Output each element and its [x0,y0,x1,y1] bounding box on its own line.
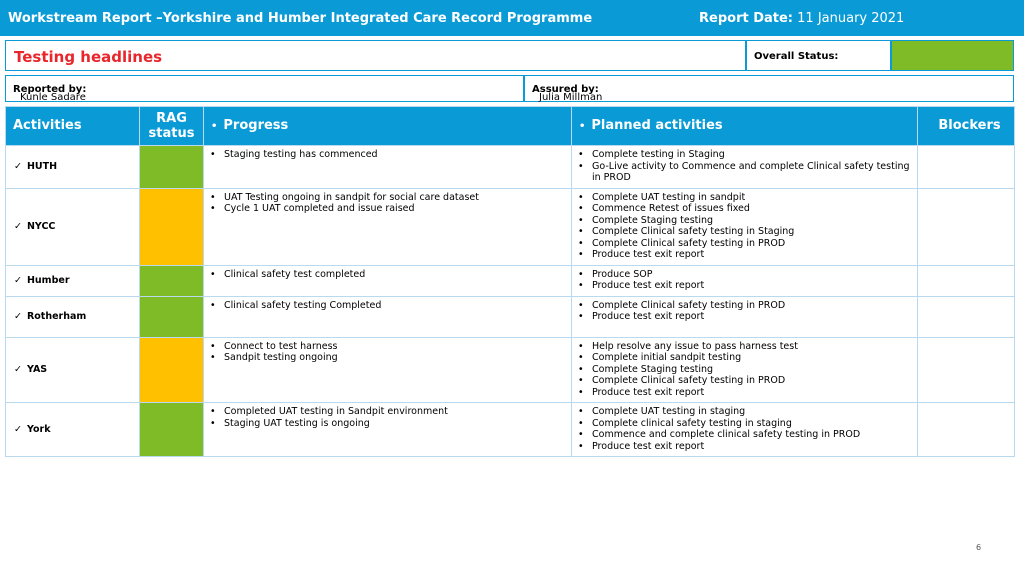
site-cell [6,146,140,189]
blockers-cell [918,403,1015,457]
planned-list [572,403,917,456]
list-item: • Help resolve any issue to pass harness test [578,341,913,353]
progress-cell [204,265,572,296]
table-row [6,188,1015,265]
page-number: 6 [976,543,982,552]
list-item: • Complete clinical safety testing in staging [578,418,913,430]
planned-cell [572,296,918,337]
col-header-activities: Activities [6,107,140,146]
reported-by-box [5,75,524,102]
list-item: • Produce SOP [578,269,913,281]
list-item: • Complete Clinical safety testing in Staging [578,226,913,238]
list-item: • Completed UAT testing in Sandpit environment [210,406,567,418]
bullet-icon: • [579,120,586,132]
list-item: • Cycle 1 UAT completed and issue raised [210,203,567,215]
site-cell [6,188,140,265]
table-row [6,403,1015,457]
assured-by-value: Julia Millman [539,92,603,103]
report-date-value: 11 January 2021 [797,11,905,26]
table-row [6,337,1015,403]
list-item: • Connect to test harness [210,341,567,353]
overall-status-box [746,40,891,71]
testing-table [5,106,1015,457]
headline-box [5,40,746,71]
report-date-label: Report Date: [699,11,794,26]
blockers-cell [918,188,1015,265]
list-item: • Produce test exit report [578,249,913,261]
list-item: • Produce test exit report [578,311,913,323]
list-item: • Complete UAT testing in staging [578,406,913,418]
blockers-cell [918,337,1015,403]
blockers-cell [918,296,1015,337]
check-icon: ✓ [14,364,22,375]
headline-title: Testing headlines [14,48,163,66]
list-item: • Complete Clinical safety testing in PROD [578,238,913,250]
check-icon: ✓ [14,310,22,322]
blockers-cell [918,146,1015,189]
list-item: • Complete Staging testing [578,215,913,227]
list-item: • Produce test exit report [578,387,913,399]
planned-cell [572,403,918,457]
planned-cell [572,188,918,265]
list-item: • UAT Testing ongoing in sandpit for social care dataset [210,192,567,204]
col-header-progress: • Progress [204,107,572,146]
rag-status-cell [140,146,204,189]
check-icon: ✓ [14,161,22,172]
list-item: • Sandpit testing ongoing [210,352,567,364]
progress-cell [204,403,572,457]
site-name: Humber [26,274,70,286]
list-item: • Clinical safety testing Completed [210,300,567,312]
list-item: • Produce test exit report [578,441,913,453]
site-name: YAS [26,364,48,375]
list-item: • Produce test exit report [578,280,913,292]
site-cell [6,337,140,403]
progress-cell [204,188,572,265]
site-name: York [26,423,51,435]
reported-by-value: Kunle Sadare [20,92,86,103]
list-item: • Go-Live activity to Commence and complete Clinical safety testing in PROD [578,161,913,184]
site-name: HUTH [26,161,58,172]
bullet-icon: • [211,120,218,132]
progress-list [204,297,571,316]
planned-cell [572,265,918,296]
list-item: • Staging UAT testing is ongoing [210,418,567,430]
list-item: • Commence and complete clinical safety testing in PROD [578,429,913,441]
rag-status-cell [140,265,204,296]
progress-cell [204,337,572,403]
planned-cell [572,337,918,403]
planned-list [572,266,917,296]
check-icon: ✓ [14,220,22,232]
report-date [699,11,904,26]
site-name: NYCC [26,220,56,232]
col-header-planned: • Planned activities [572,107,918,146]
list-item: • Complete initial sandpit testing [578,352,913,364]
report-title: Workstream Report –Yorkshire and Humber Integrated Care Record Programme [8,11,593,26]
progress-cell [204,296,572,337]
check-icon: ✓ [14,423,22,435]
list-item: • Complete Clinical safety testing in PROD [578,375,913,387]
list-item: • Staging testing has commenced [210,149,567,161]
progress-cell [204,146,572,189]
list-item: • Clinical safety test completed [210,269,567,281]
site-cell [6,265,140,296]
rag-status-cell [140,296,204,337]
planned-cell [572,146,918,189]
planned-list [572,297,917,327]
planned-list [572,338,917,403]
table-row [6,265,1015,296]
site-cell [6,296,140,337]
progress-list [204,403,571,433]
reported-by-label: Reported by: [13,84,87,95]
site-cell [6,403,140,457]
list-item: • Complete Clinical safety testing in PROD [578,300,913,312]
planned-list [572,189,917,265]
overall-status-indicator [891,40,1014,71]
assured-by-label: Assured by: [532,84,599,95]
list-item: • Complete UAT testing in sandpit [578,192,913,204]
list-item: • Commence Retest of issues fixed [578,203,913,215]
site-name: Rotherham [26,310,87,322]
assured-by-box [524,75,1014,102]
rag-status-cell [140,188,204,265]
rag-status-cell [140,337,204,403]
report-header-bar [0,0,1024,36]
rag-status-cell [140,403,204,457]
table-row [6,296,1015,337]
progress-list [204,266,571,285]
blockers-cell [918,265,1015,296]
overall-status-label: Overall Status: [754,51,839,62]
list-item: • Complete testing in Staging [578,149,913,161]
list-item: • Complete Staging testing [578,364,913,376]
table-row [6,146,1015,189]
check-icon: ✓ [14,274,22,286]
col-header-blockers: Blockers [918,107,1015,146]
planned-list [572,146,917,188]
progress-list [204,189,571,219]
progress-list [204,146,571,165]
progress-list [204,338,571,368]
col-header-rag: RAG status [140,107,204,146]
table-header-row [6,107,1015,146]
